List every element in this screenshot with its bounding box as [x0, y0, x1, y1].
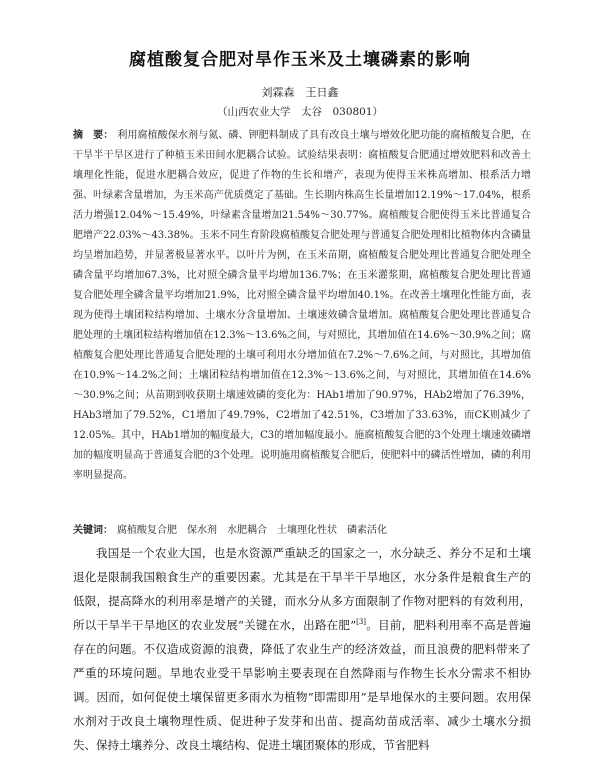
paper-title: 腐植酸复合肥对旱作玉米及土壤磷素的影响 — [129, 50, 471, 70]
keywords — [73, 521, 531, 541]
abstract-text: 利用腐植酸保水剂与氮、磷、钾肥料制成了具有改良土壤与增效化肥功能的腐植酸复合肥，在干旱半干旱区进行了种植玉米田间水肥耦合试验。试验结果表明：腐植酸复合肥通过增效肥料和改善土壤理化性能，促进水肥耦合效应，促进了作物的生长和增产，表现为使得玉米株高增加、根系活力增强、叶绿素含量增加，为玉米高产优质奠定了基础。生长期内株高生长量增加12.19%～17.04%，根系活力增强12.04%～15.49%，叶绿素含量增加21.54%～30.77%。腐植酸复合肥使得玉米比普通复合肥增产22.03%～43.38%。玉米不同生育阶段腐植酸复合肥处理与普通复合肥处理相比植物体内含磷量均呈增加趋势，并显著极显著水平。以叶片为例，在玉米苗期，腐植酸复合肥处理比普通复合肥处理全磷含量平均增加67.3%，比对照全磷含量平均增加136.7%；在玉米灌浆期，腐植酸复合肥处理比普通复合肥处理全磷含量平均增加21.9%，比对照全磷含量平均增加40.1%。在改善土壤理化性能方面，表现为使得土壤团粒结构增加、土壤水分含量增加、土壤速效磷含量增加。腐植酸复合肥处理比普通复合肥处理的土壤团粒结构增加值在12.3%～13.6%之间，与对照比，其增加值在14.6%～30.9%之间；腐植酸复合肥处理比普通复合肥处理的土壤可利用水分增加值在7.2%～7.6%之间，与对照比，其增加值在10.9%～14.2%之间；土壤团粒结构增加值在12.3%～13.6%之间，与对照比，其增加值在14.6%～30.9%之间；从苗期到收获期土壤速效磷的变化为：HAb1增加了90.97%，HAb2增加了76.39%，HAb3增加了79.52%，C1增加了49.79%，C2增加了42.51%，C3增加了33.63%，而CK则减少了12.05%。其中，HAb1增加的幅度最大，C3的增加幅度最小。施腐植酸复合肥的3个处理土壤速效磷增加的幅度明显高于普通复合肥的3个处理。说明施用腐植酸复合肥后，使肥料中的磷活性增加，磷的利用率明显提高。 — [73, 130, 532, 481]
keywords-text: 腐植酸复合肥 保水剂 水肥耦合 土壤理化性状 磷素活化 — [117, 525, 387, 536]
intro-text-part2: 。目前，肥料利用率不高是普遍存在的问题。不仅造成资源的浪费，降低了农业生产的经济效益，而且浪费的肥料带来了严重的环境问题。旱地农业受干旱影响主要表现在自然降雨与作物生长水分需求不相协调。因而，如何促使土壤保留更多雨水为植物“即需即用”是旱地保水的主要问题。农用保水剂对于改良土壤物理性质、促进种子发芽和出苗、提高幼苗成活率、减少土壤水分损失、保持土壤养分、改良土壤结构、促进土壤团聚体的形成，节省肥料 — [73, 618, 531, 752]
intro-text-part1: 我国是一个农业大国，也是水资源严重缺乏的国家之一，水分缺乏、养分不足和土壤退化是限制我国粮食生产的重要因素。尤其是在干旱半干旱地区，水分条件是粮食生产的低限，提高降水的利用率是增产的关键，而水分从多方面限制了作物对肥料的有效利用，所以干旱半干旱地区的农业发展“关键在水，出路在肥” — [73, 546, 531, 632]
introduction-paragraph — [73, 541, 531, 757]
keywords-label: 关键词： — [73, 525, 113, 536]
paper-authors: 刘霖森 王日鑫 — [261, 86, 339, 99]
citation-ref: [3] — [356, 618, 367, 627]
paper-affiliation: （山西农业大学 太谷 030801） — [216, 106, 384, 118]
abstract — [73, 126, 531, 486]
abstract-label: 摘 要： — [73, 130, 114, 141]
